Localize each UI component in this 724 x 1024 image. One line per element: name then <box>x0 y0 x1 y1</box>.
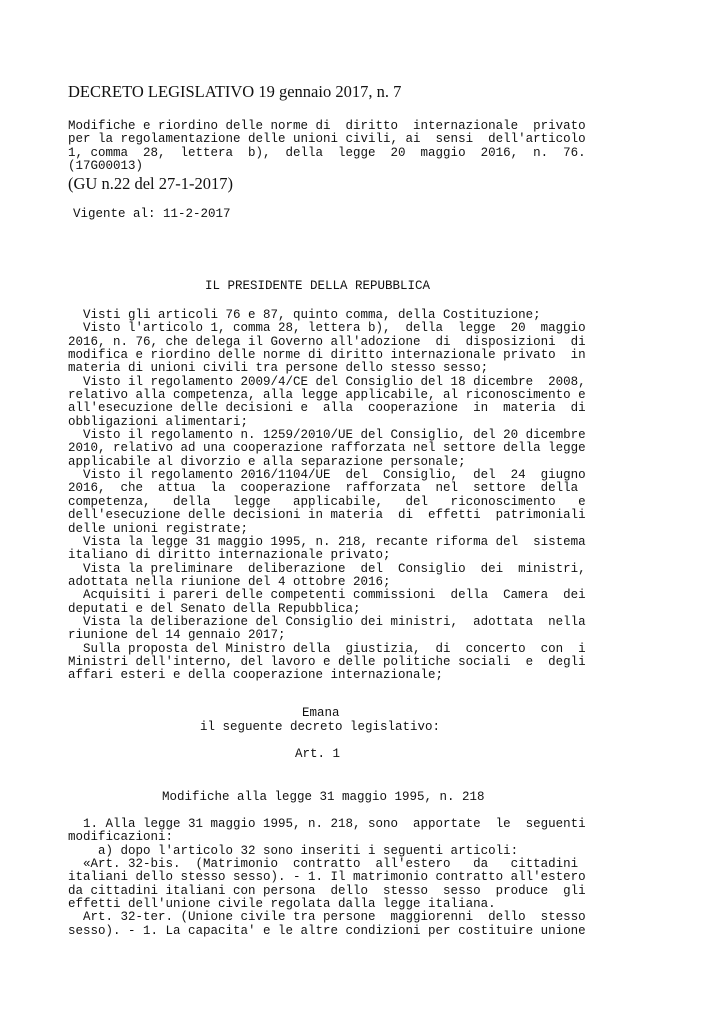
preamble-line: materia di unioni civili tra persone dello stesso sesso; <box>68 361 489 376</box>
preamble-line: competenza, della legge applicabile, del riconoscimento e <box>68 494 586 509</box>
gazette-reference: (GU n.22 del 27-1-2017) <box>68 174 233 193</box>
preamble-line: obbligazioni alimentari; <box>68 414 249 429</box>
preamble-line: italiano di diritto internazionale privato; <box>68 548 391 563</box>
preamble-line: 2016, n. 76, che delega il Governo all'adozione di disposizioni di <box>68 334 586 349</box>
subtitle-line: (17G00013) <box>68 159 144 174</box>
preamble-line: deputati e del Senato della Repubblica; <box>68 601 361 616</box>
subtitle-line: Modifiche e riordino delle norme di diritto internazionale privato <box>68 119 586 133</box>
article-line: italiani dello stesso sesso). - 1. Il matrimonio contratto all'estero <box>68 870 586 885</box>
preamble-line: Vista la legge 31 maggio 1995, n. 218, recante riforma del sistema <box>68 534 586 549</box>
preamble-line: all'esecuzione delle decisioni e alla cooperazione in materia di <box>68 401 586 416</box>
article-heading: Art. 1 <box>295 747 341 761</box>
preamble-line: Visto l'articolo 1, comma 28, lettera b), della legge 20 maggio <box>68 321 586 336</box>
article-line: a) dopo l'articolo 32 sono inseriti i seguenti articoli: <box>68 843 519 858</box>
preamble-line: applicabile al divorzio e alla separazione personale; <box>68 454 466 469</box>
subtitle-line: 1, comma 28, lettera b), della legge 20 maggio 2016, n. 76. <box>68 145 586 160</box>
article-line: 1. Alla legge 31 maggio 1995, n. 218, sono apportate le seguenti <box>68 817 586 831</box>
article-line: modificazioni: <box>68 830 174 845</box>
article-line: effetti dell'unione civile regolata dalla legge italiana. <box>68 897 496 912</box>
subtitle-line: per la regolamentazione delle unioni civili, ai sensi dell'articolo <box>68 132 586 147</box>
preamble-line: Visti gli articoli 76 e 87, quinto comma, della Costituzione; <box>68 308 541 322</box>
article-text <box>68 818 586 938</box>
preamble-line: riunione del 14 gennaio 2017; <box>68 628 286 643</box>
preamble-line: relativo alla competenza, alla legge applicabile, al riconoscimento e <box>68 388 586 403</box>
article-line: Art. 32-ter. (Unione civile tra persone maggiorenni dello stesso <box>68 910 586 925</box>
preamble-line: Acquisiti i pareri delle competenti commissioni della Camera dei <box>68 588 586 603</box>
president-heading: IL PRESIDENTE DELLA REPUBBLICA <box>205 279 431 293</box>
preamble-line: Visto il regolamento 2009/4/CE del Consiglio del 18 dicembre 2008, <box>68 374 586 389</box>
preamble-line: 2010, relativo ad una cooperazione rafforzata nel settore della legge <box>68 441 586 456</box>
preamble-line: 2016, che attua la cooperazione rafforzata nel settore della <box>68 481 579 496</box>
article-line: «Art. 32-bis. (Matrimonio contratto all'estero da cittadini <box>68 857 579 872</box>
decree-subtitle <box>68 120 586 174</box>
preamble-text <box>68 309 586 683</box>
decree-title: DECRETO LEGISLATIVO 19 gennaio 2017, n. 7 <box>68 82 402 101</box>
preamble-line: delle unioni registrate; <box>68 521 249 536</box>
seguente-decreto-label: il seguente decreto legislativo: <box>200 720 441 734</box>
article-line: da cittadini italiani con persona dello stesso sesso produce gli <box>68 883 586 898</box>
preamble-line: Vista la deliberazione del Consiglio dei ministri, adottata nella <box>68 614 586 629</box>
preamble-line: adottata nella riunione del 4 ottobre 2016; <box>68 574 391 589</box>
article-title: Modifiche alla legge 31 maggio 1995, n. 218 <box>162 790 485 804</box>
preamble-line: Sulla proposta del Ministro della giustizia, di concerto con i <box>68 641 586 656</box>
preamble-line: modifica e riordino delle norme di diritto internazionale privato in <box>68 348 586 363</box>
preamble-line: Ministri dell'interno, del lavoro e delle politiche sociali e degli <box>68 654 586 669</box>
article-line: sesso). - 1. La capacita' e le altre condizioni per costituire unione <box>68 923 586 938</box>
vigente-date: Vigente al: 11-2-2017 <box>73 207 231 221</box>
preamble-line: Visto il regolamento n. 1259/2010/UE del Consiglio, del 20 dicembre <box>68 428 586 443</box>
preamble-line: Visto il regolamento 2016/1104/UE del Consiglio, del 24 giugno <box>68 468 586 483</box>
preamble-line: affari esteri e della cooperazione internazionale; <box>68 668 444 683</box>
preamble-line: dell'esecuzione delle decisioni in materia di effetti patrimoniali <box>68 508 586 523</box>
emana-label: Emana <box>302 706 340 720</box>
preamble-line: Vista la preliminare deliberazione del Consiglio dei ministri, <box>68 561 586 576</box>
